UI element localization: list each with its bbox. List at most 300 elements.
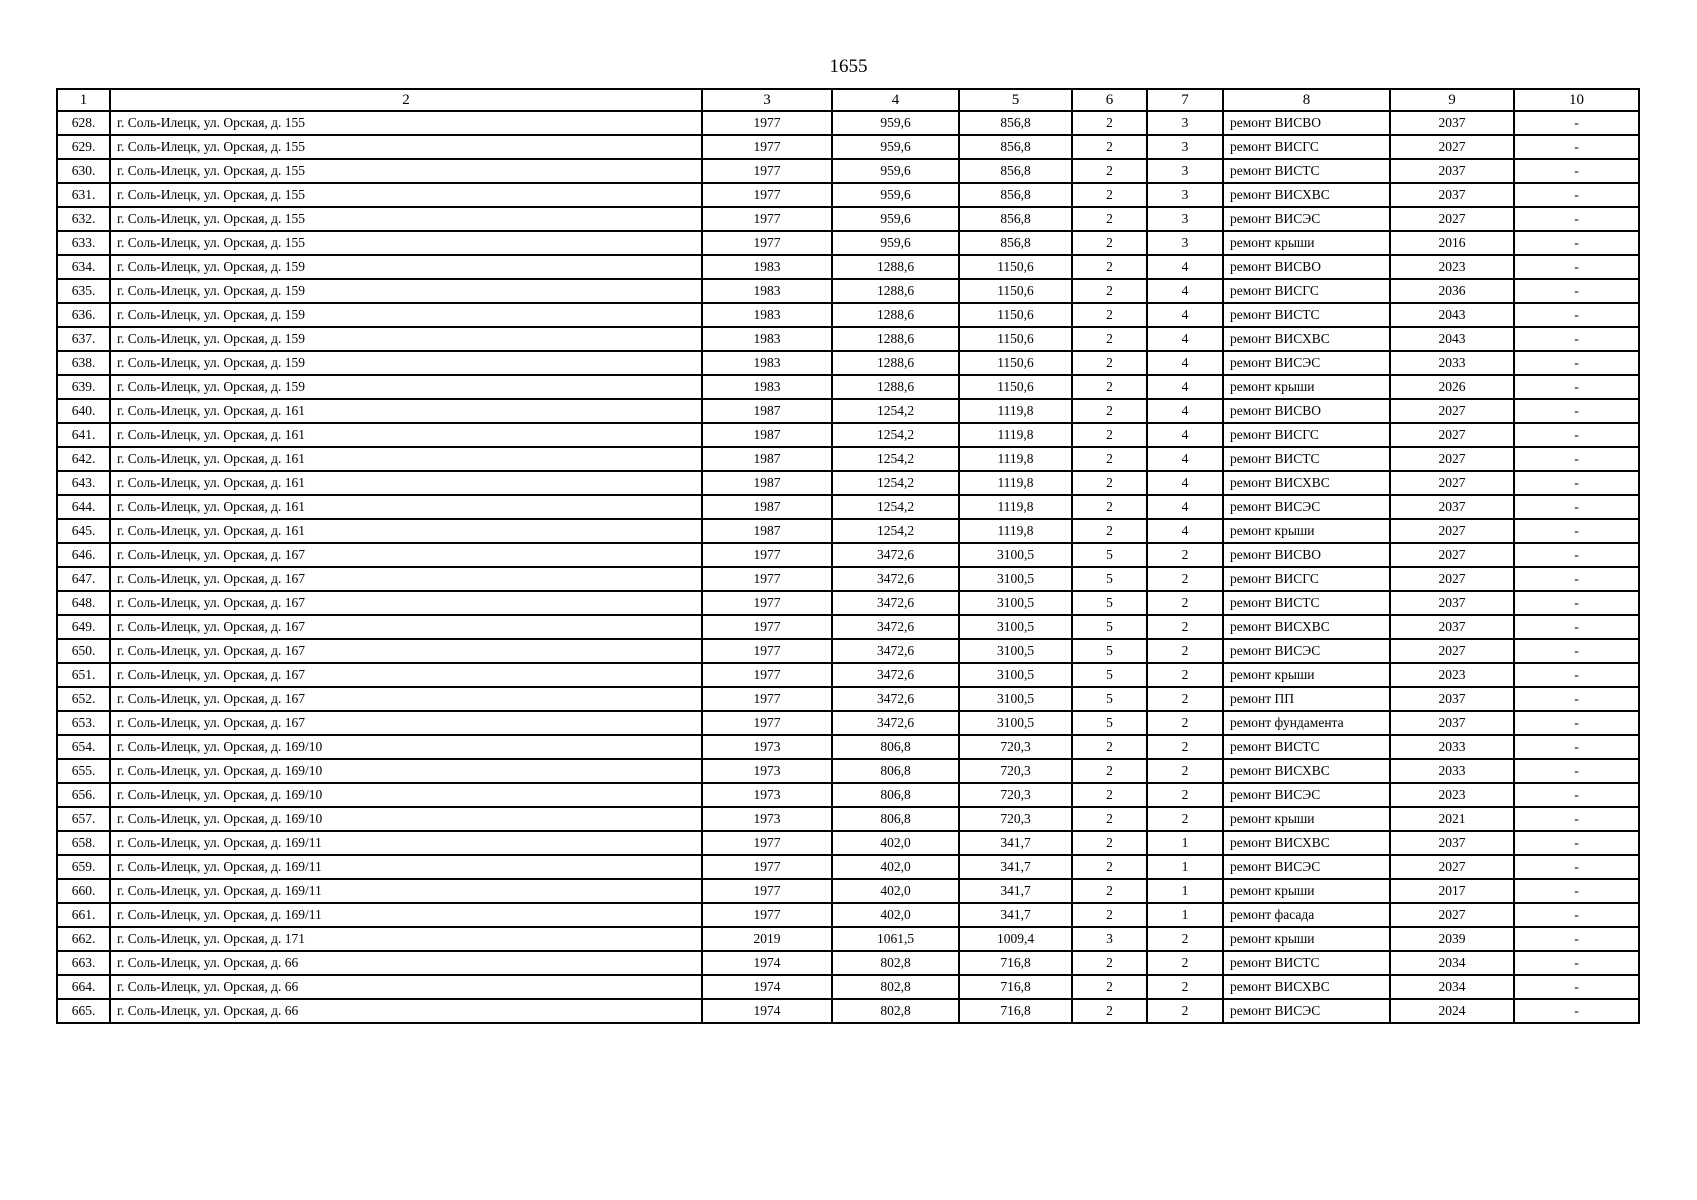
cell-address: г. Соль-Илецк, ул. Орская, д. 167 xyxy=(110,687,702,711)
cell-entrances: 2 xyxy=(1147,591,1223,615)
cell-floors: 2 xyxy=(1072,831,1147,855)
table-row xyxy=(57,663,1639,687)
cell-note: - xyxy=(1514,111,1639,135)
cell-note: - xyxy=(1514,447,1639,471)
cell-living-area: 1119,8 xyxy=(959,519,1072,543)
cell-year-built: 1983 xyxy=(702,327,832,351)
cell-note: - xyxy=(1514,471,1639,495)
cell-year-built: 1977 xyxy=(702,591,832,615)
repair-schedule-table xyxy=(56,88,1640,1024)
cell-year-built: 1977 xyxy=(702,831,832,855)
table-row xyxy=(57,471,1639,495)
cell-total-area: 806,8 xyxy=(832,807,959,831)
table-row xyxy=(57,207,1639,231)
cell-total-area: 959,6 xyxy=(832,231,959,255)
cell-repair-type: ремонт ВИСТС xyxy=(1223,447,1390,471)
cell-living-area: 856,8 xyxy=(959,231,1072,255)
cell-living-area: 1150,6 xyxy=(959,279,1072,303)
cell-planned-year: 2026 xyxy=(1390,375,1514,399)
column-header-5: 5 xyxy=(959,89,1072,111)
cell-note: - xyxy=(1514,375,1639,399)
cell-entrances: 1 xyxy=(1147,855,1223,879)
cell-planned-year: 2037 xyxy=(1390,495,1514,519)
cell-year-built: 1983 xyxy=(702,279,832,303)
cell-address: г. Соль-Илецк, ул. Орская, д. 169/11 xyxy=(110,855,702,879)
cell-address: г. Соль-Илецк, ул. Орская, д. 169/10 xyxy=(110,759,702,783)
cell-planned-year: 2037 xyxy=(1390,111,1514,135)
cell-year-built: 1977 xyxy=(702,639,832,663)
page-number: 1655 xyxy=(829,56,868,77)
cell-row-number: 628. xyxy=(57,111,110,135)
cell-floors: 2 xyxy=(1072,759,1147,783)
cell-year-built: 1977 xyxy=(702,111,832,135)
cell-total-area: 1288,6 xyxy=(832,255,959,279)
cell-total-area: 3472,6 xyxy=(832,567,959,591)
cell-total-area: 959,6 xyxy=(832,207,959,231)
cell-entrances: 4 xyxy=(1147,255,1223,279)
cell-total-area: 3472,6 xyxy=(832,639,959,663)
table-row xyxy=(57,687,1639,711)
cell-row-number: 651. xyxy=(57,663,110,687)
table-row xyxy=(57,807,1639,831)
cell-floors: 2 xyxy=(1072,135,1147,159)
table-row xyxy=(57,183,1639,207)
cell-total-area: 1288,6 xyxy=(832,375,959,399)
cell-entrances: 1 xyxy=(1147,879,1223,903)
cell-year-built: 1973 xyxy=(702,735,832,759)
cell-floors: 2 xyxy=(1072,255,1147,279)
cell-total-area: 1288,6 xyxy=(832,327,959,351)
cell-note: - xyxy=(1514,567,1639,591)
cell-address: г. Соль-Илецк, ул. Орская, д. 171 xyxy=(110,927,702,951)
cell-planned-year: 2027 xyxy=(1390,447,1514,471)
cell-planned-year: 2037 xyxy=(1390,159,1514,183)
cell-total-area: 959,6 xyxy=(832,111,959,135)
cell-address: г. Соль-Илецк, ул. Орская, д. 155 xyxy=(110,231,702,255)
cell-repair-type: ремонт крыши xyxy=(1223,879,1390,903)
cell-living-area: 720,3 xyxy=(959,783,1072,807)
table-row xyxy=(57,231,1639,255)
cell-year-built: 1977 xyxy=(702,567,832,591)
cell-note: - xyxy=(1514,231,1639,255)
cell-living-area: 856,8 xyxy=(959,207,1072,231)
column-header-1: 1 xyxy=(57,89,110,111)
cell-address: г. Соль-Илецк, ул. Орская, д. 66 xyxy=(110,951,702,975)
cell-total-area: 1061,5 xyxy=(832,927,959,951)
cell-row-number: 653. xyxy=(57,711,110,735)
table-row xyxy=(57,615,1639,639)
cell-row-number: 629. xyxy=(57,135,110,159)
cell-planned-year: 2023 xyxy=(1390,663,1514,687)
cell-floors: 2 xyxy=(1072,183,1147,207)
cell-floors: 2 xyxy=(1072,519,1147,543)
table-row xyxy=(57,543,1639,567)
cell-address: г. Соль-Илецк, ул. Орская, д. 159 xyxy=(110,255,702,279)
cell-planned-year: 2039 xyxy=(1390,927,1514,951)
cell-entrances: 2 xyxy=(1147,807,1223,831)
cell-year-built: 1977 xyxy=(702,135,832,159)
cell-planned-year: 2027 xyxy=(1390,639,1514,663)
table-row xyxy=(57,111,1639,135)
cell-living-area: 1150,6 xyxy=(959,327,1072,351)
table-row xyxy=(57,711,1639,735)
cell-repair-type: ремонт ВИСХВС xyxy=(1223,471,1390,495)
cell-floors: 2 xyxy=(1072,495,1147,519)
cell-living-area: 3100,5 xyxy=(959,687,1072,711)
cell-row-number: 650. xyxy=(57,639,110,663)
cell-living-area: 3100,5 xyxy=(959,543,1072,567)
cell-address: г. Соль-Илецк, ул. Орская, д. 167 xyxy=(110,591,702,615)
table-row xyxy=(57,567,1639,591)
cell-repair-type: ремонт ВИСГС xyxy=(1223,423,1390,447)
cell-row-number: 634. xyxy=(57,255,110,279)
table-row xyxy=(57,783,1639,807)
cell-row-number: 637. xyxy=(57,327,110,351)
cell-repair-type: ремонт ВИСХВС xyxy=(1223,975,1390,999)
cell-total-area: 1288,6 xyxy=(832,279,959,303)
cell-floors: 2 xyxy=(1072,735,1147,759)
cell-planned-year: 2037 xyxy=(1390,183,1514,207)
cell-living-area: 856,8 xyxy=(959,159,1072,183)
cell-year-built: 1977 xyxy=(702,183,832,207)
cell-living-area: 1150,6 xyxy=(959,255,1072,279)
cell-note: - xyxy=(1514,855,1639,879)
cell-planned-year: 2023 xyxy=(1390,255,1514,279)
cell-repair-type: ремонт ВИСХВС xyxy=(1223,327,1390,351)
table-row xyxy=(57,519,1639,543)
cell-note: - xyxy=(1514,543,1639,567)
cell-repair-type: ремонт ВИСТС xyxy=(1223,951,1390,975)
cell-planned-year: 2037 xyxy=(1390,615,1514,639)
cell-floors: 5 xyxy=(1072,591,1147,615)
column-header-10: 10 xyxy=(1514,89,1639,111)
cell-entrances: 4 xyxy=(1147,471,1223,495)
cell-planned-year: 2027 xyxy=(1390,543,1514,567)
cell-address: г. Соль-Илецк, ул. Орская, д. 167 xyxy=(110,615,702,639)
cell-row-number: 647. xyxy=(57,567,110,591)
cell-year-built: 1977 xyxy=(702,543,832,567)
cell-living-area: 856,8 xyxy=(959,183,1072,207)
cell-entrances: 1 xyxy=(1147,831,1223,855)
cell-planned-year: 2033 xyxy=(1390,351,1514,375)
cell-repair-type: ремонт крыши xyxy=(1223,231,1390,255)
cell-row-number: 664. xyxy=(57,975,110,999)
cell-planned-year: 2034 xyxy=(1390,975,1514,999)
cell-entrances: 4 xyxy=(1147,279,1223,303)
cell-repair-type: ремонт крыши xyxy=(1223,927,1390,951)
cell-entrances: 4 xyxy=(1147,447,1223,471)
cell-note: - xyxy=(1514,903,1639,927)
cell-entrances: 3 xyxy=(1147,159,1223,183)
cell-planned-year: 2027 xyxy=(1390,423,1514,447)
cell-row-number: 631. xyxy=(57,183,110,207)
cell-year-built: 1973 xyxy=(702,807,832,831)
cell-planned-year: 2024 xyxy=(1390,999,1514,1023)
cell-total-area: 1254,2 xyxy=(832,423,959,447)
cell-note: - xyxy=(1514,591,1639,615)
cell-note: - xyxy=(1514,687,1639,711)
cell-total-area: 3472,6 xyxy=(832,663,959,687)
table-row xyxy=(57,375,1639,399)
table-row xyxy=(57,999,1639,1023)
cell-address: г. Соль-Илецк, ул. Орская, д. 155 xyxy=(110,183,702,207)
cell-entrances: 4 xyxy=(1147,495,1223,519)
cell-year-built: 1987 xyxy=(702,399,832,423)
cell-living-area: 1119,8 xyxy=(959,471,1072,495)
cell-repair-type: ремонт ВИСЭС xyxy=(1223,639,1390,663)
cell-note: - xyxy=(1514,951,1639,975)
cell-repair-type: ремонт ПП xyxy=(1223,687,1390,711)
column-header-6: 6 xyxy=(1072,89,1147,111)
cell-note: - xyxy=(1514,831,1639,855)
cell-floors: 2 xyxy=(1072,951,1147,975)
cell-floors: 5 xyxy=(1072,615,1147,639)
cell-repair-type: ремонт фундамента xyxy=(1223,711,1390,735)
cell-repair-type: ремонт ВИСТС xyxy=(1223,303,1390,327)
cell-row-number: 640. xyxy=(57,399,110,423)
cell-floors: 2 xyxy=(1072,327,1147,351)
table-row xyxy=(57,255,1639,279)
cell-total-area: 3472,6 xyxy=(832,687,959,711)
cell-note: - xyxy=(1514,303,1639,327)
cell-repair-type: ремонт ВИСЭС xyxy=(1223,495,1390,519)
cell-planned-year: 2027 xyxy=(1390,135,1514,159)
cell-living-area: 1009,4 xyxy=(959,927,1072,951)
cell-repair-type: ремонт ВИСХВС xyxy=(1223,183,1390,207)
cell-repair-type: ремонт ВИСХВС xyxy=(1223,831,1390,855)
cell-planned-year: 2021 xyxy=(1390,807,1514,831)
cell-entrances: 2 xyxy=(1147,951,1223,975)
cell-entrances: 2 xyxy=(1147,615,1223,639)
cell-address: г. Соль-Илецк, ул. Орская, д. 161 xyxy=(110,447,702,471)
cell-repair-type: ремонт ВИСЭС xyxy=(1223,783,1390,807)
cell-entrances: 3 xyxy=(1147,111,1223,135)
cell-repair-type: ремонт крыши xyxy=(1223,375,1390,399)
cell-row-number: 630. xyxy=(57,159,110,183)
cell-address: г. Соль-Илецк, ул. Орская, д. 159 xyxy=(110,351,702,375)
cell-entrances: 2 xyxy=(1147,543,1223,567)
cell-total-area: 1254,2 xyxy=(832,447,959,471)
cell-total-area: 402,0 xyxy=(832,903,959,927)
cell-planned-year: 2027 xyxy=(1390,855,1514,879)
cell-year-built: 1974 xyxy=(702,975,832,999)
cell-address: г. Соль-Илецк, ул. Орская, д. 167 xyxy=(110,711,702,735)
cell-note: - xyxy=(1514,735,1639,759)
cell-note: - xyxy=(1514,519,1639,543)
cell-entrances: 1 xyxy=(1147,903,1223,927)
cell-repair-type: ремонт ВИСЭС xyxy=(1223,999,1390,1023)
cell-row-number: 644. xyxy=(57,495,110,519)
cell-living-area: 341,7 xyxy=(959,855,1072,879)
cell-note: - xyxy=(1514,279,1639,303)
cell-entrances: 2 xyxy=(1147,567,1223,591)
cell-total-area: 402,0 xyxy=(832,831,959,855)
cell-entrances: 4 xyxy=(1147,423,1223,447)
cell-note: - xyxy=(1514,783,1639,807)
cell-address: г. Соль-Илецк, ул. Орская, д. 169/11 xyxy=(110,903,702,927)
cell-address: г. Соль-Илецк, ул. Орская, д. 167 xyxy=(110,663,702,687)
cell-total-area: 806,8 xyxy=(832,783,959,807)
table-row xyxy=(57,495,1639,519)
cell-floors: 2 xyxy=(1072,375,1147,399)
cell-total-area: 3472,6 xyxy=(832,591,959,615)
cell-living-area: 1150,6 xyxy=(959,303,1072,327)
cell-total-area: 806,8 xyxy=(832,735,959,759)
cell-year-built: 1987 xyxy=(702,495,832,519)
cell-address: г. Соль-Илецк, ул. Орская, д. 159 xyxy=(110,279,702,303)
cell-address: г. Соль-Илецк, ул. Орская, д. 169/11 xyxy=(110,831,702,855)
cell-row-number: 655. xyxy=(57,759,110,783)
cell-total-area: 402,0 xyxy=(832,879,959,903)
cell-address: г. Соль-Илецк, ул. Орская, д. 155 xyxy=(110,111,702,135)
cell-total-area: 959,6 xyxy=(832,159,959,183)
cell-note: - xyxy=(1514,495,1639,519)
column-header-7: 7 xyxy=(1147,89,1223,111)
cell-living-area: 3100,5 xyxy=(959,711,1072,735)
cell-address: г. Соль-Илецк, ул. Орская, д. 159 xyxy=(110,303,702,327)
cell-total-area: 802,8 xyxy=(832,951,959,975)
cell-note: - xyxy=(1514,975,1639,999)
cell-row-number: 656. xyxy=(57,783,110,807)
cell-floors: 5 xyxy=(1072,567,1147,591)
cell-year-built: 1977 xyxy=(702,663,832,687)
cell-living-area: 3100,5 xyxy=(959,639,1072,663)
cell-floors: 5 xyxy=(1072,711,1147,735)
table-row xyxy=(57,351,1639,375)
cell-address: г. Соль-Илецк, ул. Орская, д. 169/10 xyxy=(110,735,702,759)
cell-year-built: 1983 xyxy=(702,351,832,375)
table-row xyxy=(57,951,1639,975)
cell-row-number: 660. xyxy=(57,879,110,903)
cell-planned-year: 2043 xyxy=(1390,327,1514,351)
cell-floors: 2 xyxy=(1072,855,1147,879)
cell-address: г. Соль-Илецк, ул. Орская, д. 169/10 xyxy=(110,807,702,831)
cell-floors: 2 xyxy=(1072,879,1147,903)
cell-total-area: 3472,6 xyxy=(832,711,959,735)
table-row xyxy=(57,879,1639,903)
cell-year-built: 1977 xyxy=(702,879,832,903)
cell-repair-type: ремонт ВИСГС xyxy=(1223,279,1390,303)
cell-repair-type: ремонт ВИСХВС xyxy=(1223,759,1390,783)
cell-repair-type: ремонт крыши xyxy=(1223,807,1390,831)
column-header-4: 4 xyxy=(832,89,959,111)
cell-entrances: 2 xyxy=(1147,759,1223,783)
cell-address: г. Соль-Илецк, ул. Орская, д. 169/11 xyxy=(110,879,702,903)
cell-floors: 2 xyxy=(1072,231,1147,255)
cell-repair-type: ремонт ВИСТС xyxy=(1223,735,1390,759)
cell-entrances: 4 xyxy=(1147,327,1223,351)
cell-repair-type: ремонт крыши xyxy=(1223,519,1390,543)
table-row xyxy=(57,327,1639,351)
cell-floors: 2 xyxy=(1072,903,1147,927)
cell-living-area: 341,7 xyxy=(959,831,1072,855)
table-row xyxy=(57,975,1639,999)
table-row xyxy=(57,927,1639,951)
cell-floors: 2 xyxy=(1072,999,1147,1023)
cell-year-built: 1987 xyxy=(702,471,832,495)
cell-floors: 2 xyxy=(1072,159,1147,183)
cell-entrances: 2 xyxy=(1147,663,1223,687)
cell-year-built: 1977 xyxy=(702,231,832,255)
cell-row-number: 635. xyxy=(57,279,110,303)
cell-entrances: 4 xyxy=(1147,303,1223,327)
cell-living-area: 3100,5 xyxy=(959,615,1072,639)
cell-living-area: 856,8 xyxy=(959,135,1072,159)
cell-repair-type: ремонт крыши xyxy=(1223,663,1390,687)
cell-row-number: 638. xyxy=(57,351,110,375)
cell-note: - xyxy=(1514,135,1639,159)
cell-note: - xyxy=(1514,927,1639,951)
cell-planned-year: 2037 xyxy=(1390,711,1514,735)
cell-year-built: 2019 xyxy=(702,927,832,951)
cell-planned-year: 2027 xyxy=(1390,519,1514,543)
cell-row-number: 646. xyxy=(57,543,110,567)
cell-address: г. Соль-Илецк, ул. Орская, д. 66 xyxy=(110,975,702,999)
cell-living-area: 1150,6 xyxy=(959,351,1072,375)
cell-total-area: 402,0 xyxy=(832,855,959,879)
cell-planned-year: 2037 xyxy=(1390,591,1514,615)
cell-repair-type: ремонт ВИСХВС xyxy=(1223,615,1390,639)
cell-note: - xyxy=(1514,327,1639,351)
cell-note: - xyxy=(1514,663,1639,687)
cell-year-built: 1983 xyxy=(702,255,832,279)
cell-row-number: 654. xyxy=(57,735,110,759)
table-row xyxy=(57,303,1639,327)
cell-floors: 2 xyxy=(1072,783,1147,807)
cell-row-number: 652. xyxy=(57,687,110,711)
cell-planned-year: 2043 xyxy=(1390,303,1514,327)
cell-year-built: 1987 xyxy=(702,447,832,471)
cell-living-area: 720,3 xyxy=(959,735,1072,759)
cell-repair-type: ремонт ВИСГС xyxy=(1223,135,1390,159)
cell-year-built: 1977 xyxy=(702,615,832,639)
cell-planned-year: 2037 xyxy=(1390,687,1514,711)
column-header-2: 2 xyxy=(110,89,702,111)
cell-entrances: 2 xyxy=(1147,687,1223,711)
cell-address: г. Соль-Илецк, ул. Орская, д. 167 xyxy=(110,543,702,567)
cell-address: г. Соль-Илецк, ул. Орская, д. 155 xyxy=(110,159,702,183)
cell-entrances: 2 xyxy=(1147,735,1223,759)
cell-address: г. Соль-Илецк, ул. Орская, д. 167 xyxy=(110,567,702,591)
cell-year-built: 1987 xyxy=(702,423,832,447)
cell-floors: 3 xyxy=(1072,927,1147,951)
cell-floors: 2 xyxy=(1072,447,1147,471)
cell-floors: 2 xyxy=(1072,303,1147,327)
cell-row-number: 639. xyxy=(57,375,110,399)
cell-repair-type: ремонт ВИСВО xyxy=(1223,399,1390,423)
cell-note: - xyxy=(1514,159,1639,183)
cell-note: - xyxy=(1514,183,1639,207)
cell-planned-year: 2023 xyxy=(1390,783,1514,807)
cell-planned-year: 2033 xyxy=(1390,735,1514,759)
cell-planned-year: 2034 xyxy=(1390,951,1514,975)
cell-total-area: 802,8 xyxy=(832,999,959,1023)
cell-living-area: 1119,8 xyxy=(959,399,1072,423)
cell-row-number: 643. xyxy=(57,471,110,495)
cell-note: - xyxy=(1514,351,1639,375)
cell-planned-year: 2027 xyxy=(1390,399,1514,423)
cell-year-built: 1977 xyxy=(702,159,832,183)
cell-living-area: 1119,8 xyxy=(959,423,1072,447)
cell-floors: 5 xyxy=(1072,543,1147,567)
column-header-9: 9 xyxy=(1390,89,1514,111)
cell-year-built: 1974 xyxy=(702,951,832,975)
cell-row-number: 665. xyxy=(57,999,110,1023)
cell-note: - xyxy=(1514,879,1639,903)
table-row xyxy=(57,735,1639,759)
cell-planned-year: 2017 xyxy=(1390,879,1514,903)
cell-floors: 5 xyxy=(1072,663,1147,687)
